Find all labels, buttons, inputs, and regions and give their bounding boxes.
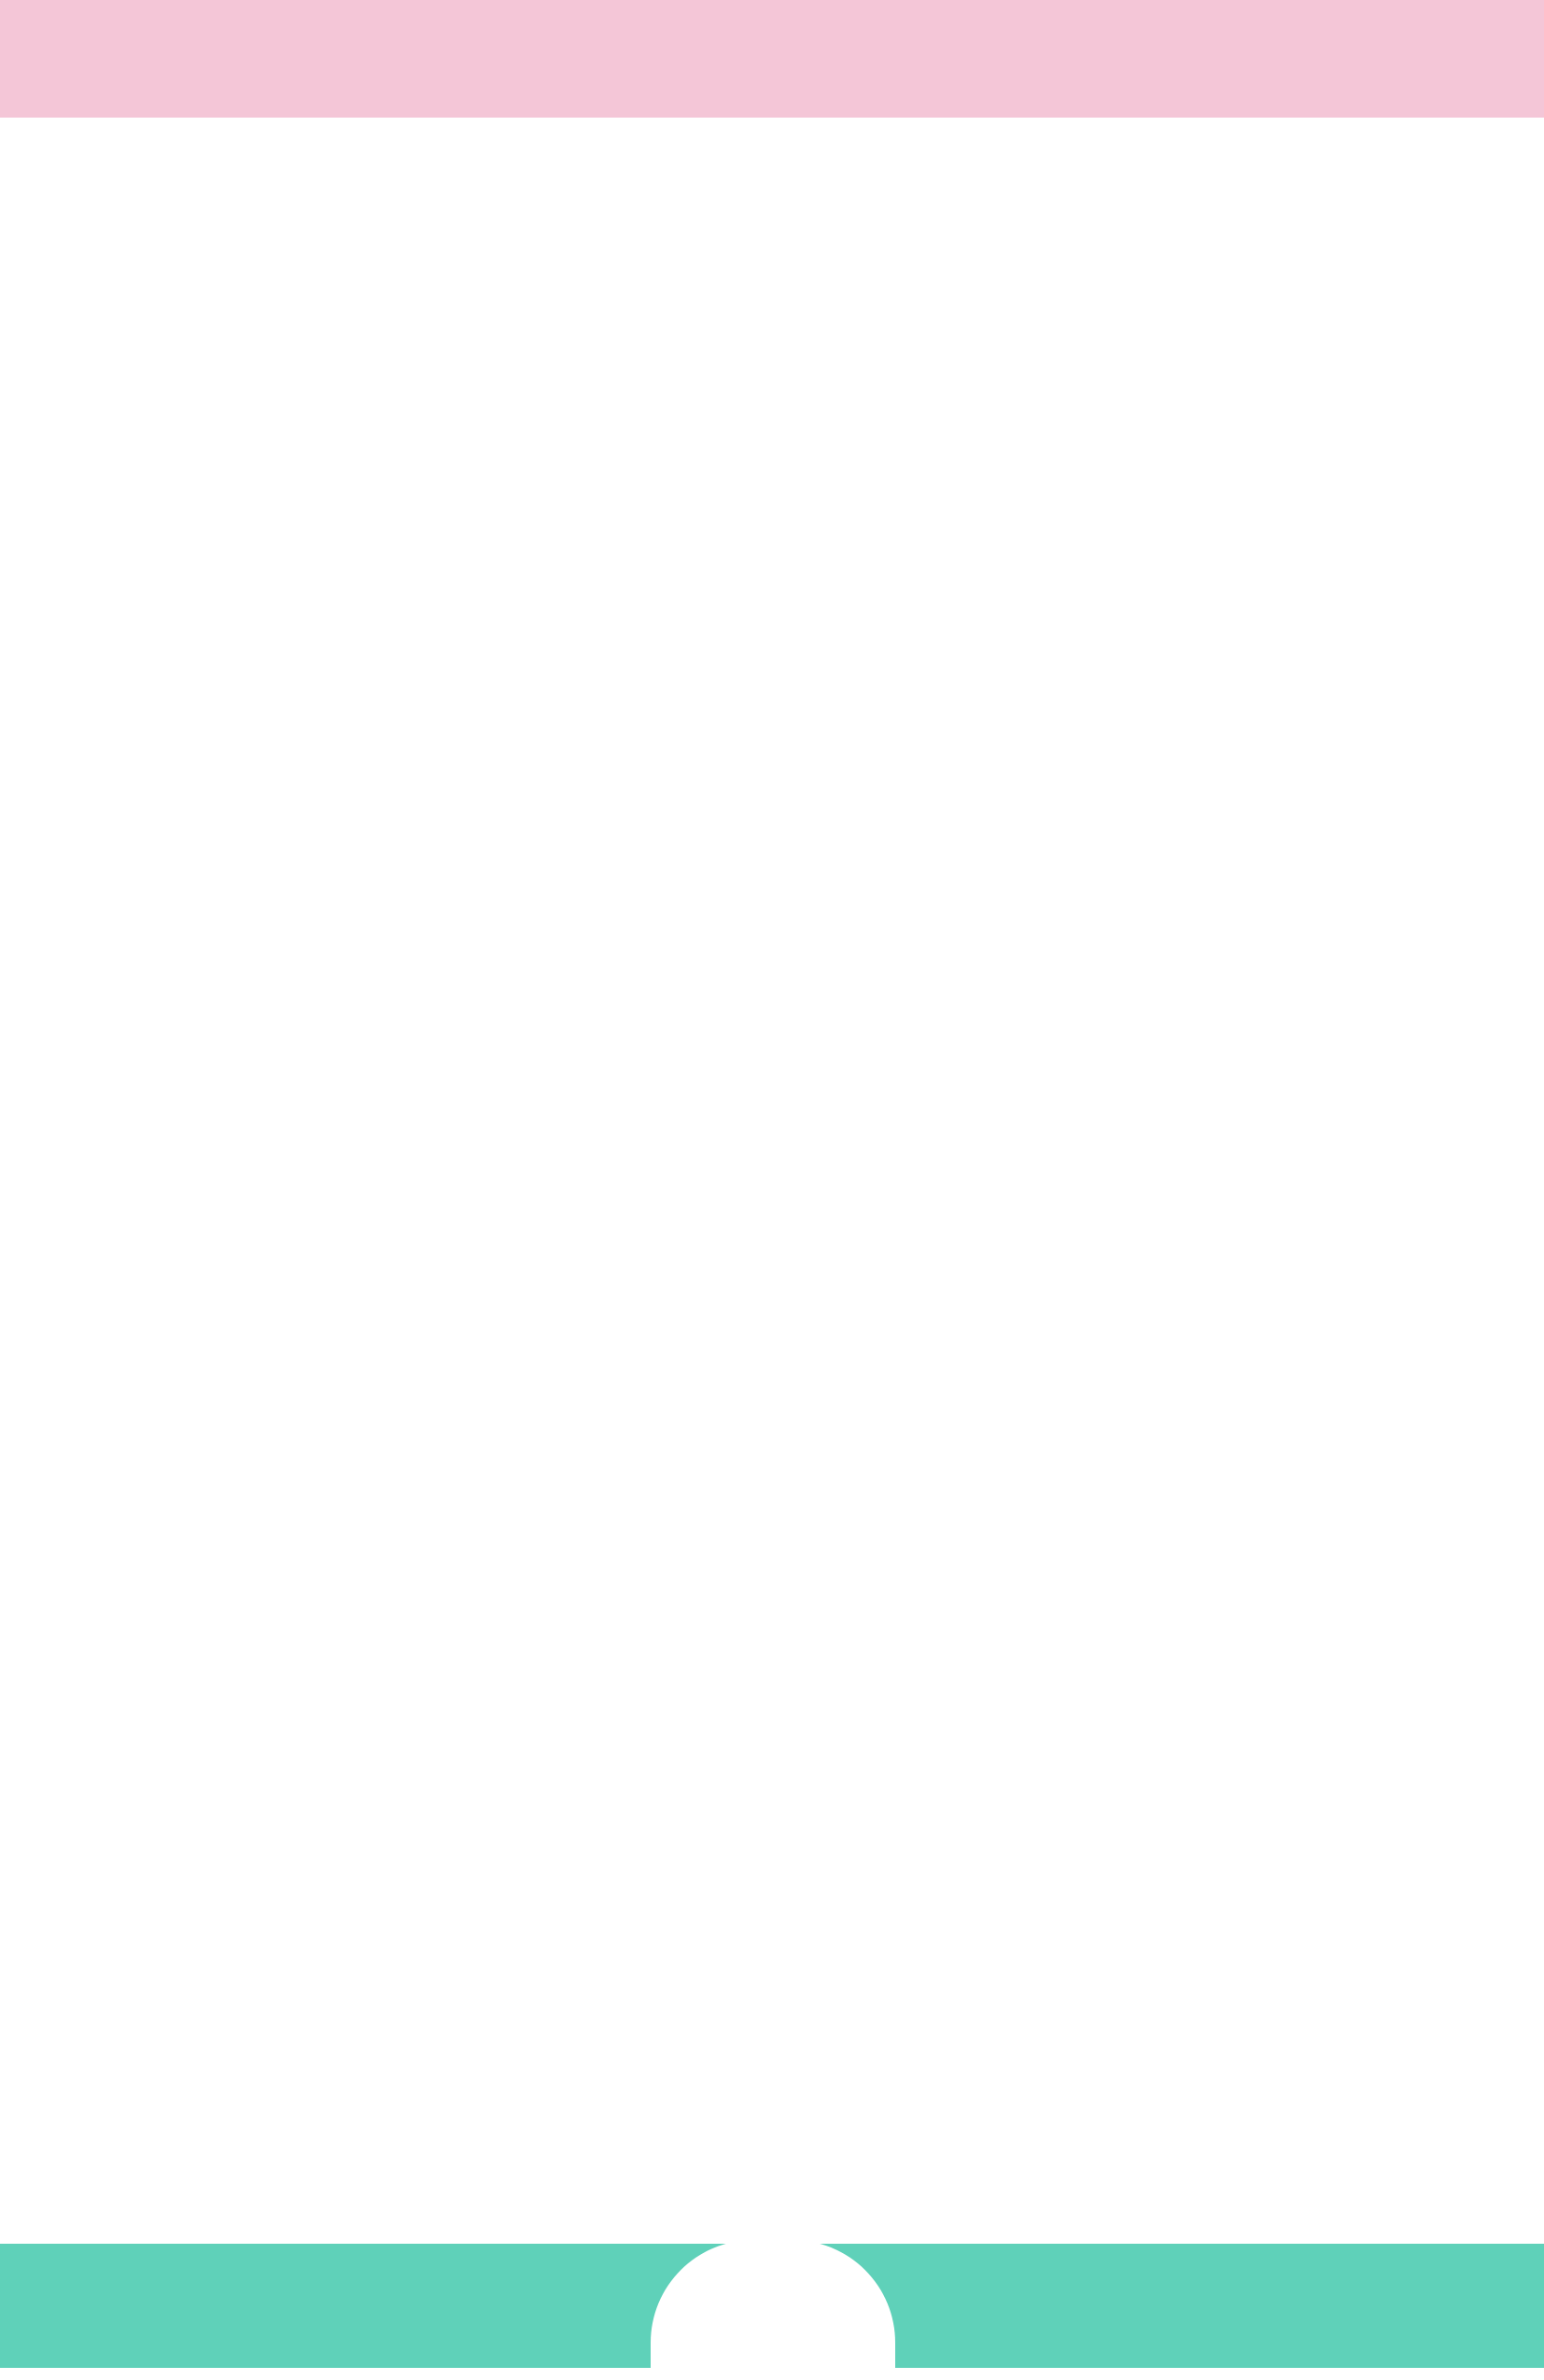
embroidered-pattern-icon xyxy=(0,0,1544,118)
page-body xyxy=(166,161,1380,510)
top-decorative-band xyxy=(0,0,1544,118)
